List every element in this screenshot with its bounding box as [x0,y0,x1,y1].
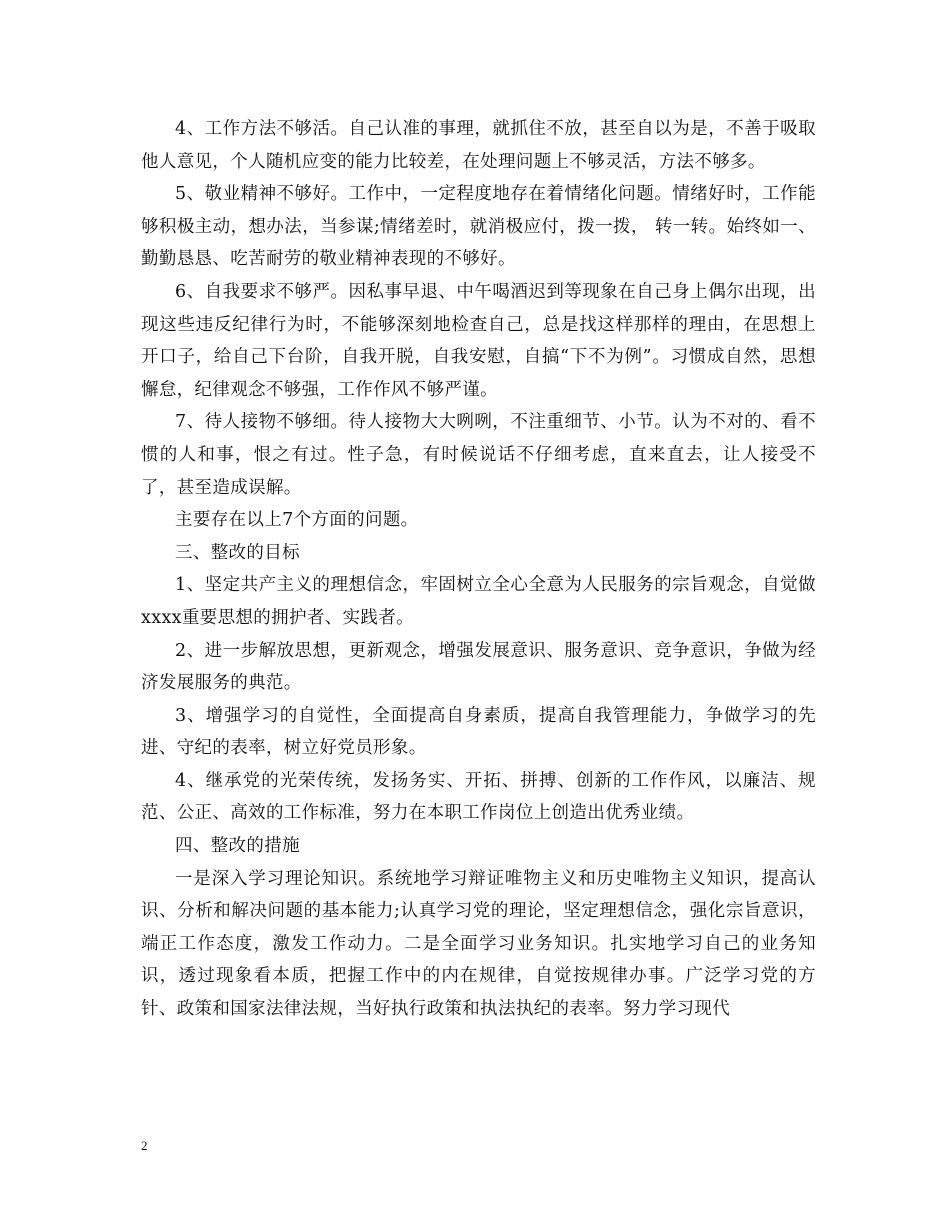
paragraph-summary: 主要存在以上7个方面的问题。 [175,510,419,531]
paragraph-goal-4: 4、继承党的光荣传统，发扬务实、开拓、拼搏、创新的工作作风，以廉洁、规范、公正、高效的工作标准，努力在本职工作岗位上创造出优秀业绩。 [141,770,816,824]
section-heading-goals: 三、整改的目标 [175,542,300,563]
document-body [141,113,816,1026]
page-number: 2 [141,1138,148,1153]
section-heading-measures: 四、整改的措施 [175,836,300,857]
paragraph-goal-1: 1、坚定共产主义的理想信念，牢固树立全心全意为人民服务的宗旨观念，自觉做xxxx重要思想的拥护者、实践者。 [141,575,816,628]
paragraph-measures: 一是深入学习理论知识。系统地学习辩证唯物主义和历史唯物主义知识，提高认识、分析和解决问题的基本能力;认真学习党的理论，坚定理想信念，强化宗旨意识，端正工作态度，激发工作动力。二是全面学习业务知识。扎实地学习自己的业务知识，透过现象看本质，把握工作中的内在规律，自觉按规律办事。广泛学习党的方针、政策和国家法律法规，当好执行政策和执法执纪的表率。努力学习现代 [141,868,816,1020]
paragraph-dedication: 5、敬业精神不够好。工作中，一定程度地存在着情绪化问题。情绪好时，工作能够积极主动，想办法，当参谋;情绪差时，就消极应付，拨一拨， 转一转。始终如一、勤勤恳恳、吃苦耐劳的敬业精神表现的不够好。 [141,184,816,270]
paragraph-goal-3: 3、增强学习的自觉性，全面提高自身素质，提高自我管理能力，争做学习的先进、守纪的表率，树立好党员形象。 [141,705,816,759]
paragraph-goal-2: 2、进一步解放思想，更新观念，增强发展意识、服务意识、竞争意识，争做为经济发展服务的典范。 [141,640,816,694]
paragraph-self-discipline: 6、自我要求不够严。因私事早退、中午喝酒迟到等现象在自己身上偶尔出现，出现这些违反纪律行为时，不能够深刻地检查自己，总是找这样那样的理由，在思想上开口子，给自己下台阶，自我开脱，自我安慰，自搞“下不为例”。习惯成自然，思想懈怠，纪律观念不够强，工作作风不够严谨。 [141,281,816,400]
paragraph-work-method: 4、工作方法不够活。自己认准的事理，就抓住不放，甚至自以为是，不善于吸取他人意见，个人随机应变的能力比较差，在处理问题上不够灵活，方法不够多。 [141,119,816,172]
paragraph-treating-people: 7、待人接物不够细。待人接物大大咧咧，不注重细节、小节。认为不对的、看不惯的人和事，恨之有过。性子急，有时候说话不仔细考虑，直来直去，让人接受不了，甚至造成误解。 [141,412,816,498]
